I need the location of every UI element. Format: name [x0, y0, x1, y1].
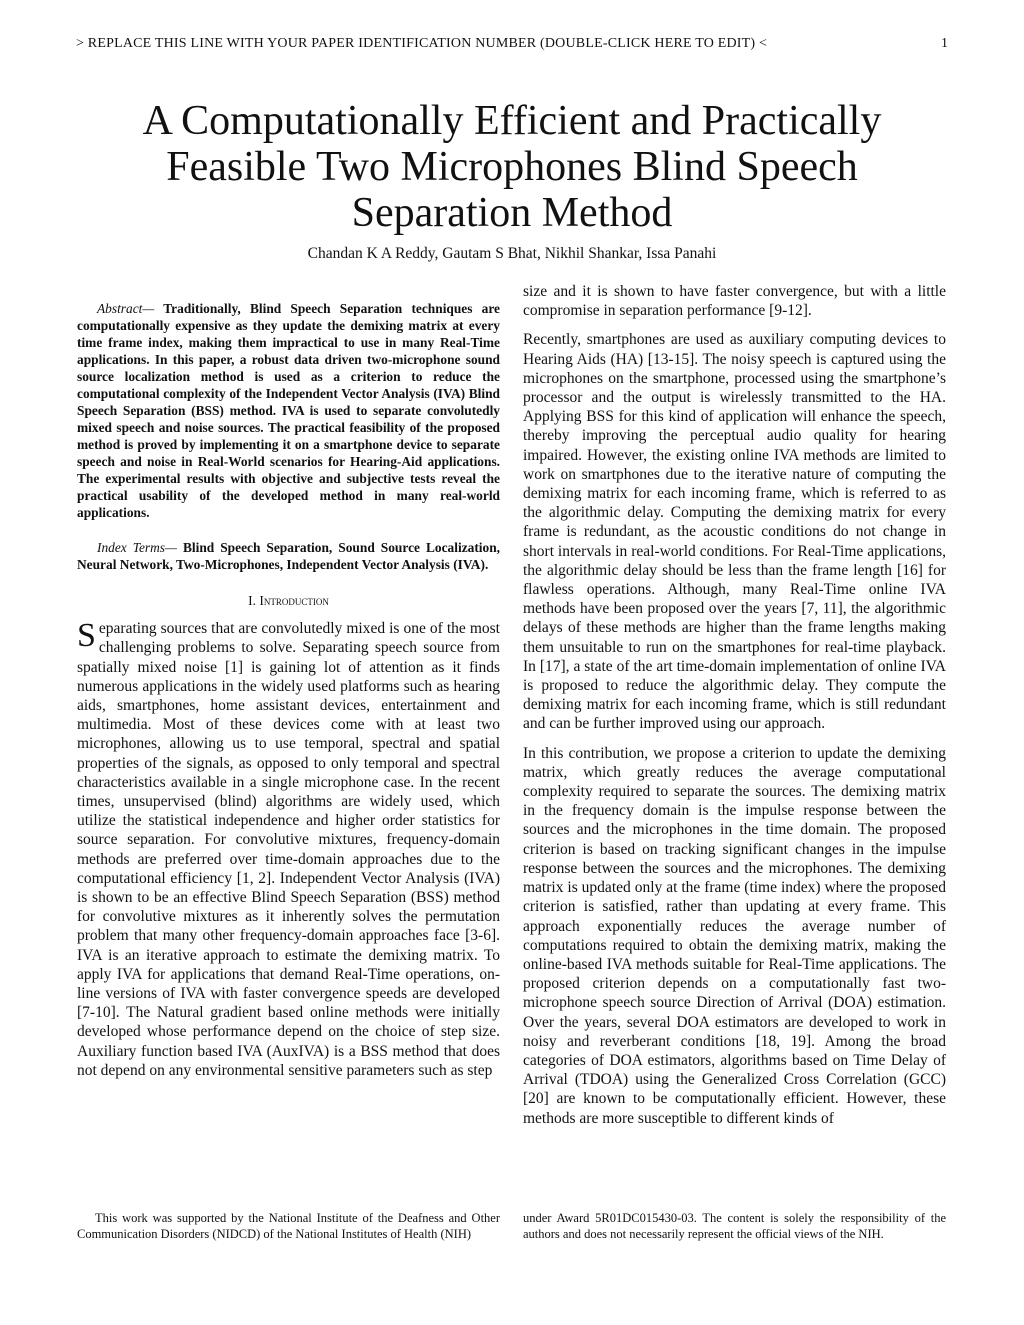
- section-heading: [77, 591, 500, 610]
- page-number: 1: [941, 36, 948, 51]
- intro-paragraph-1-continued: size and it is shown to have faster convergence, but with a little compromise in separation performance [9-12].: [523, 283, 946, 320]
- section-number: I.: [248, 593, 256, 608]
- intro-paragraph-1-text: eparating sources that are convolutedly mixed is one of the most challenging problems to solve. Separating speech source from spatially mixed noise [1] is gaining lot of attention as it finds numerous applications in the widely used platforms such as hearing aids, smartphones, home assistant devices, entertainment and multimedia. Most of these devices come with at least two microphones, allowing us to use temporal, spectral and spatial properties of the signals, as opposed to only temporal and spectral characteristics available in a single microphone case. In the recent times, unsupervised (blind) algorithms are widely used, which utilize the statistical independence and higher order statistics for source separation. For convolutive mixtures, frequency-domain methods are preferred over time-domain approaches due to the computational efficiency [1, 2]. Independent Vector Analysis (IVA) is shown to be an effective Blind Speech Separation (BSS) method for convolutive mixtures as it inherently solves the permutation problem that many other frequency-domain approaches face [3-6]. IVA is an iterative approach to estimate the demixing matrix. To apply IVA for applications that demand Real-Time operations, on-line versions of IVA with faster convergence speeds are developed [7-10]. The Natural gradient based online methods were initially developed whose performance depend on the choice of step size. Auxiliary function based IVA (AuxIVA) is a BSS method that does not depend on any environmental sensitive parameters such as step: [77, 620, 500, 1079]
- footnote-funding-right: under Award 5R01DC015430-03. The content is solely the responsibility of the authors and does not necessarily represent the official views of the NIH.: [523, 1211, 946, 1241]
- paper-id-header: > REPLACE THIS LINE WITH YOUR PAPER IDENTIFICATION NUMBER (DOUBLE-CLICK HERE TO EDIT) <: [76, 36, 768, 51]
- left-column: [77, 300, 500, 1080]
- paper-title: [0, 98, 1024, 236]
- abstract: [77, 300, 500, 521]
- index-terms: [77, 539, 500, 573]
- title-line-3: Separation Method: [351, 190, 673, 236]
- title-line-1: A Computationally Efficient and Practically: [142, 98, 882, 144]
- intro-paragraph-2: Recently, smartphones are used as auxiliary computing devices to Hearing Aids (HA) [13-15]. The noisy speech is captured using the microphones on the smartphone, processed using the smartphone’s processor and the output is wirelessly transmitted to the HA. Applying BSS for this kind of application will enhance the speech, thereby improving the perceptual audio quality for hearing impaired. However, the existing online IVA methods are limited to work on smartphones due to the iterative nature of computing the demixing matrix for each incoming frame, which is referred to as the algorithmic delay. Computing the demixing matrix for every frame is redundant, as the acoustic conditions do not change in short intervals in real-world conditions. For Real-Time applications, the algorithmic delay should be less than the frame length [16] for flawless operations. Although, many Real-Time online IVA methods have been proposed over the years [7, 11], the algorithmic delays of these methods are higher than the frame lengths making them unsuitable to run on the smartphones for real-time playback. In [17], a state of the art time-domain implementation of online IVA is proposed to reduce the algorithmic delay. They compute the demixing matrix for each incoming frame, which is still redundant and can be further improved using our approach.: [523, 331, 946, 733]
- abstract-text: Traditionally, Blind Speech Separation techniques are computationally expensive as they update the demixing matrix at every time frame index, making them impractical to use in many Real-Time applications. In this paper, a robust data driven two-microphone sound source localization method is used as a criterion to reduce the computational complexity of the Independent Vector Analysis (IVA) Blind Speech Separation (BSS) method. IVA is used to separate convolutedly mixed speech and noise sources. The practical feasibility of the proposed method is proved by implementing it on a smartphone device to separate speech and noise in Real-World scenarios for Hearing-Aid applications. The experimental results with objective and subjective tests reveal the practical usability of the developed method in many real-world applications.: [77, 301, 500, 520]
- title-line-2: Feasible Two Microphones Blind Speech: [166, 144, 858, 190]
- abstract-lead: Abstract—: [97, 301, 155, 316]
- drop-cap: S: [77, 617, 96, 655]
- footnote-funding-left: This work was supported by the National Institute of the Deafness and Other Communication Disorders (NIDCD) of the National Institutes of Health (NIH): [77, 1211, 500, 1241]
- index-terms-text: Blind Speech Separation, Sound Source Localization, Neural Network, Two-Microphones, Independent Vector Analysis (IVA).: [77, 540, 500, 572]
- section-title: Introduction: [259, 593, 329, 608]
- intro-paragraph-3: In this contribution, we propose a criterion to update the demixing matrix, which greatly reduces the average computational complexity required to separate the sources. The demixing matrix in the frequency domain is the impulse response between the sources and the microphones in the time domain. The proposed criterion is based on tracking significant changes in the impulse response between the sources and the microphones. The demixing matrix is updated only at the frame (time index) where the proposed criterion is satisfied, rather than updating at every frame. This approach exponentially reduces the average number of computations required to obtain the demixing matrix, making the online-based IVA methods suitable for Real-Time applications. The proposed criterion depends on a computationally fast two-microphone speech source Direction of Arrival (DOA) estimation. Over the years, several DOA estimators are developed to work in noisy and reverberant conditions [18, 19]. Among the broad categories of DOA estimators, algorithms based on Time Delay of Arrival (TDOA) using the Generalized Cross Correlation (GCC) [20] are known to be computationally efficient. However, these methods are more susceptible to different kinds of: [523, 744, 946, 1127]
- author-list: Chandan K A Reddy, Gautam S Bhat, Nikhil Shankar, Issa Panahi: [307, 245, 717, 262]
- index-terms-lead: Index Terms—: [97, 540, 177, 555]
- right-column: [523, 282, 946, 1138]
- intro-paragraph-1: [77, 619, 500, 1080]
